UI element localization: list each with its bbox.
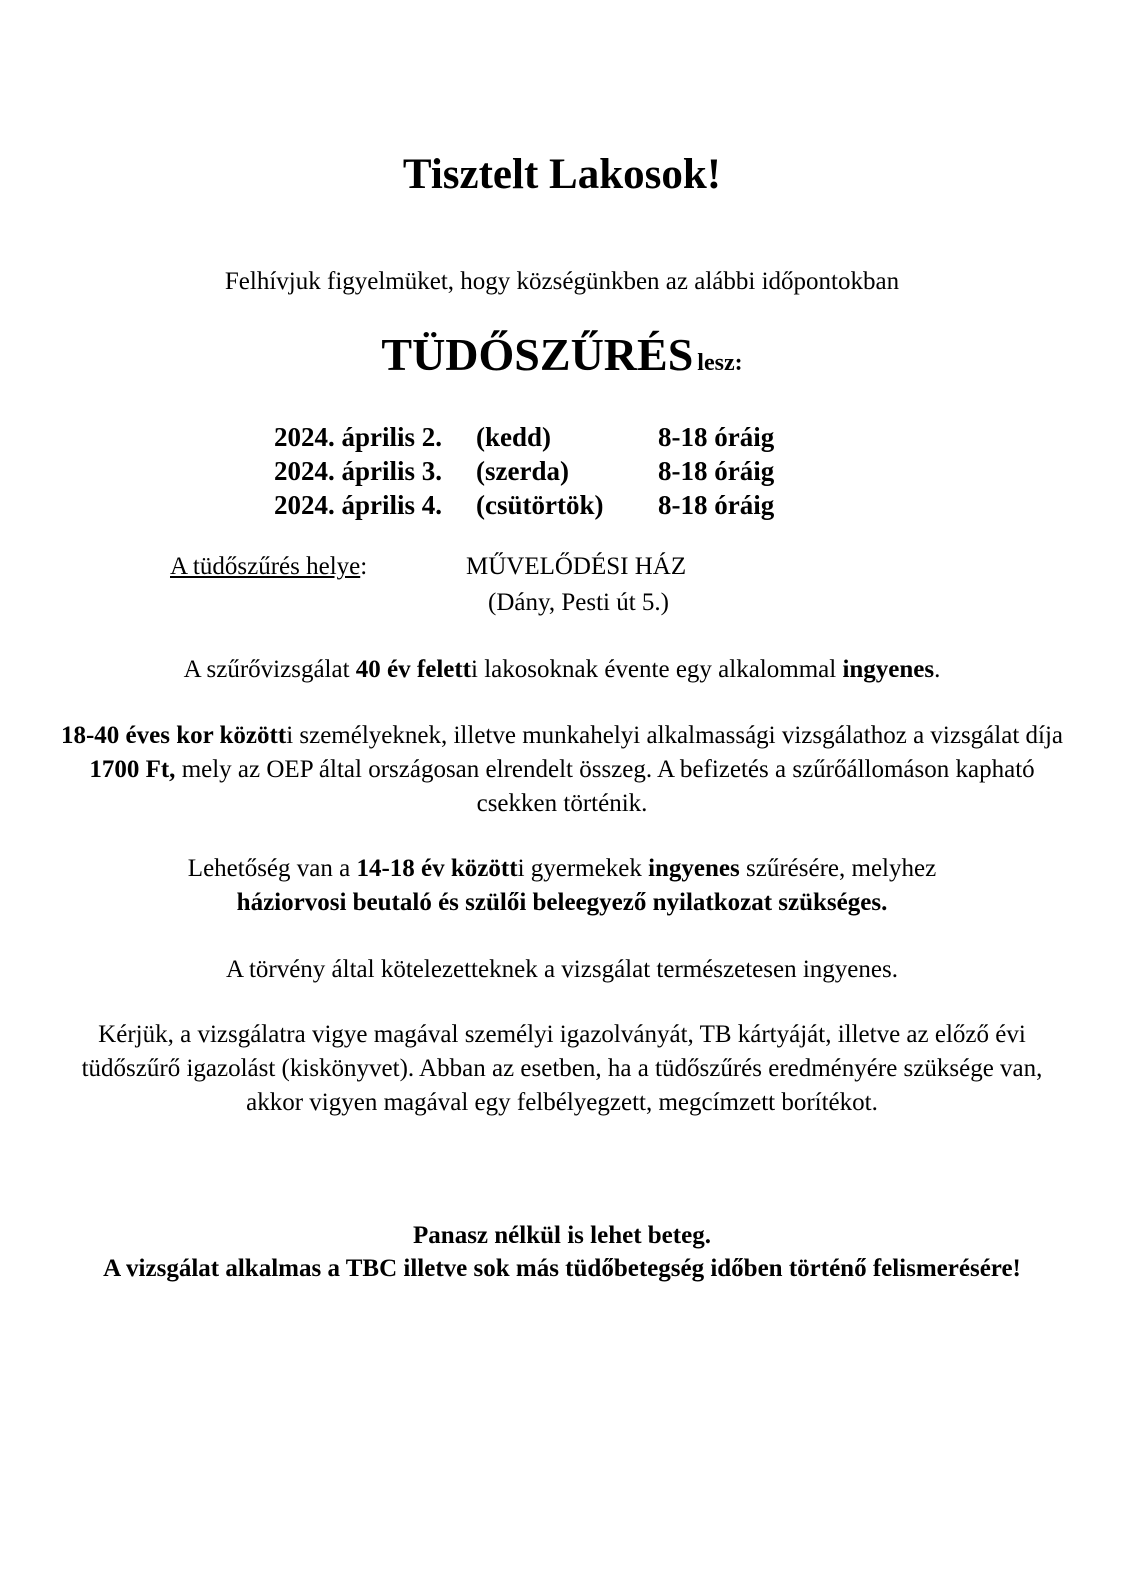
text-run: Lehetőség van a (187, 855, 357, 882)
location-label-colon: : (360, 553, 368, 580)
headline-main: TÜDŐSZŰRÉS (381, 329, 694, 380)
schedule-row (274, 420, 818, 454)
closing-line-1: Panasz nélkül is lehet beteg. (413, 1222, 711, 1249)
location-address: (Dány, Pesti út 5.) (488, 589, 669, 616)
text-run: i személyeknek, illetve munkahelyi alkalmassági vizsgálathoz a vizsgálat díja (286, 722, 1064, 749)
location-name: MŰVELŐDÉSI HÁZ (466, 553, 687, 580)
schedule-time: 8-18 óráig (658, 422, 775, 452)
schedule-day: (csütörtök) (476, 490, 604, 520)
closing-line-2: A vizsgálat alkalmas a TBC illetve sok más tüdőbetegség időben történő felismerésére! (103, 1255, 1021, 1282)
schedule-date: 2024. április 2. (274, 422, 443, 452)
schedule-day: (szerda) (476, 456, 569, 486)
bold-run: 14-18 év között (356, 855, 518, 882)
schedule-date: 2024. április 4. (274, 490, 443, 520)
bold-run: 40 év felett (355, 656, 472, 683)
paragraph-documents: Kérjük, a vizsgálatra vigye magával személyi igazolványát, TB kártyáját, illetve az előző évi tüdőszűrő igazolást (kiskönyvet). Abban az esetben, ha a tüdőszűrés eredményére szüksége van, akkor vigyen magával egy felbélyegzett, megcímzett borítékot. (81, 1021, 1043, 1116)
paragraph-mandatory: A törvény által kötelezetteknek a vizsgálat természetesen ingyenes. (226, 956, 898, 983)
location-label (170, 553, 367, 581)
schedule-row (274, 488, 818, 522)
bold-run: ingyenes (842, 656, 935, 683)
text-run: A szűrővizsgálat (183, 656, 356, 683)
text-run: mely az OEP által országosan elrendelt összeg. A befizetés a szűrőállomáson kapható csekken történik. (175, 756, 1035, 817)
schedule-row (274, 454, 818, 488)
text-run: i gyermekek (517, 855, 649, 882)
headline-suffix: lesz: (697, 350, 743, 376)
headline (0, 328, 1124, 381)
text-run: . (934, 656, 941, 683)
schedule-list (274, 420, 818, 522)
bold-run: 18-40 éves kor között (60, 722, 287, 749)
text-run: i lakosoknak évente egy alkalommal (471, 656, 843, 683)
page-title: Tisztelt Lakosok! (402, 151, 722, 198)
bold-run: 1700 Ft, (89, 756, 176, 783)
intro-text: Felhívjuk figyelmüket, hogy községünkben az alábbi időpontokban (224, 268, 900, 295)
paragraph-free-screening (60, 653, 1064, 687)
paragraph-children (60, 852, 1064, 920)
schedule-time: 8-18 óráig (658, 490, 775, 520)
paragraph-fee (60, 719, 1064, 821)
schedule-day: (kedd) (476, 422, 552, 452)
location-label-text: A tüdőszűrés helye (170, 553, 361, 580)
schedule-date: 2024. április 3. (274, 456, 443, 486)
bold-run: ingyenes (648, 855, 740, 882)
schedule-time: 8-18 óráig (658, 456, 775, 486)
bold-run: háziorvosi beutaló és szülői beleegyező nyilatkozat szükséges. (236, 889, 888, 916)
closing-text (60, 1219, 1064, 1285)
text-run: szűrésére, melyhez (739, 855, 937, 882)
